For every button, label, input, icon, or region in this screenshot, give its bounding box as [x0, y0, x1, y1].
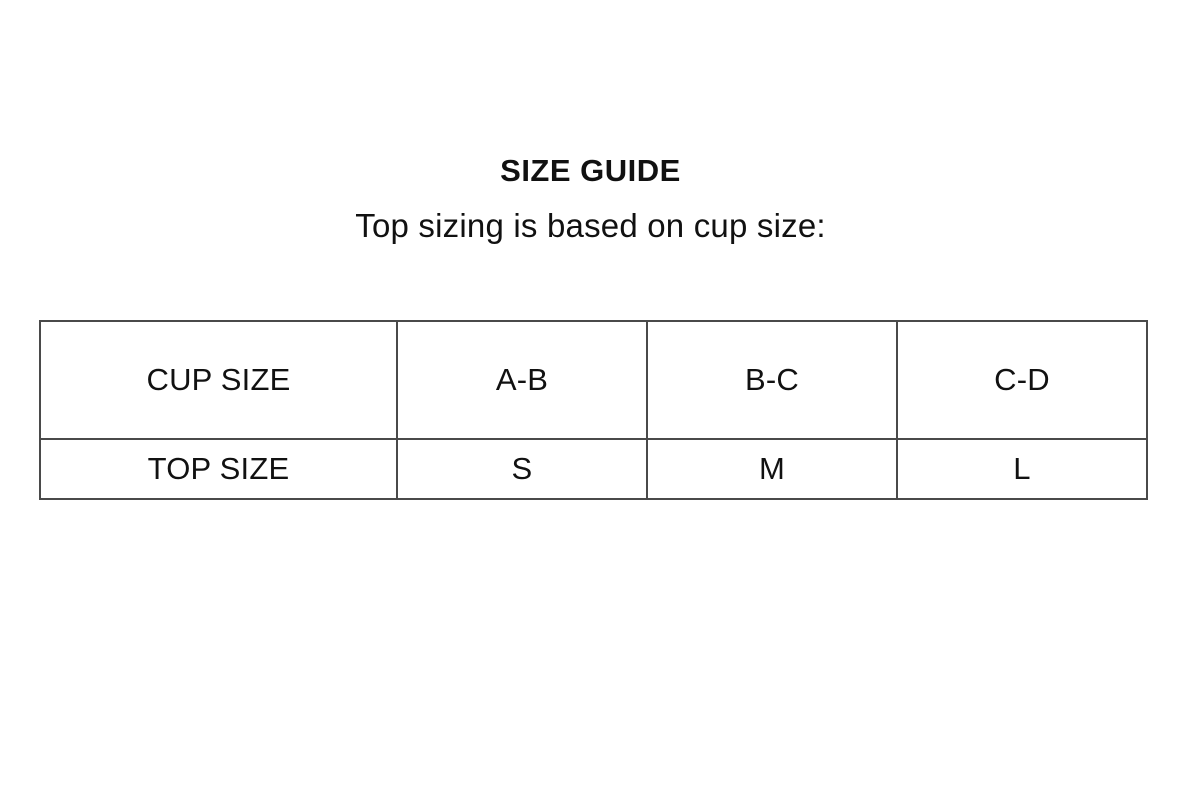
row-header-top-size: TOP SIZE: [40, 439, 397, 499]
table-row: [40, 439, 1147, 499]
cell-top-size-3: L: [897, 439, 1147, 499]
cell-cup-size-3: C-D: [897, 321, 1147, 439]
heading-block: [0, 152, 1181, 246]
row-header-cup-size: CUP SIZE: [40, 321, 397, 439]
page-subtitle: Top sizing is based on cup size:: [355, 207, 826, 245]
cell-top-size-2: M: [647, 439, 897, 499]
table-row: [40, 321, 1147, 439]
page-title: SIZE GUIDE: [500, 153, 681, 188]
cell-cup-size-2: B-C: [647, 321, 897, 439]
cell-top-size-1: S: [397, 439, 647, 499]
size-guide-table: [39, 320, 1148, 500]
cell-cup-size-1: A-B: [397, 321, 647, 439]
